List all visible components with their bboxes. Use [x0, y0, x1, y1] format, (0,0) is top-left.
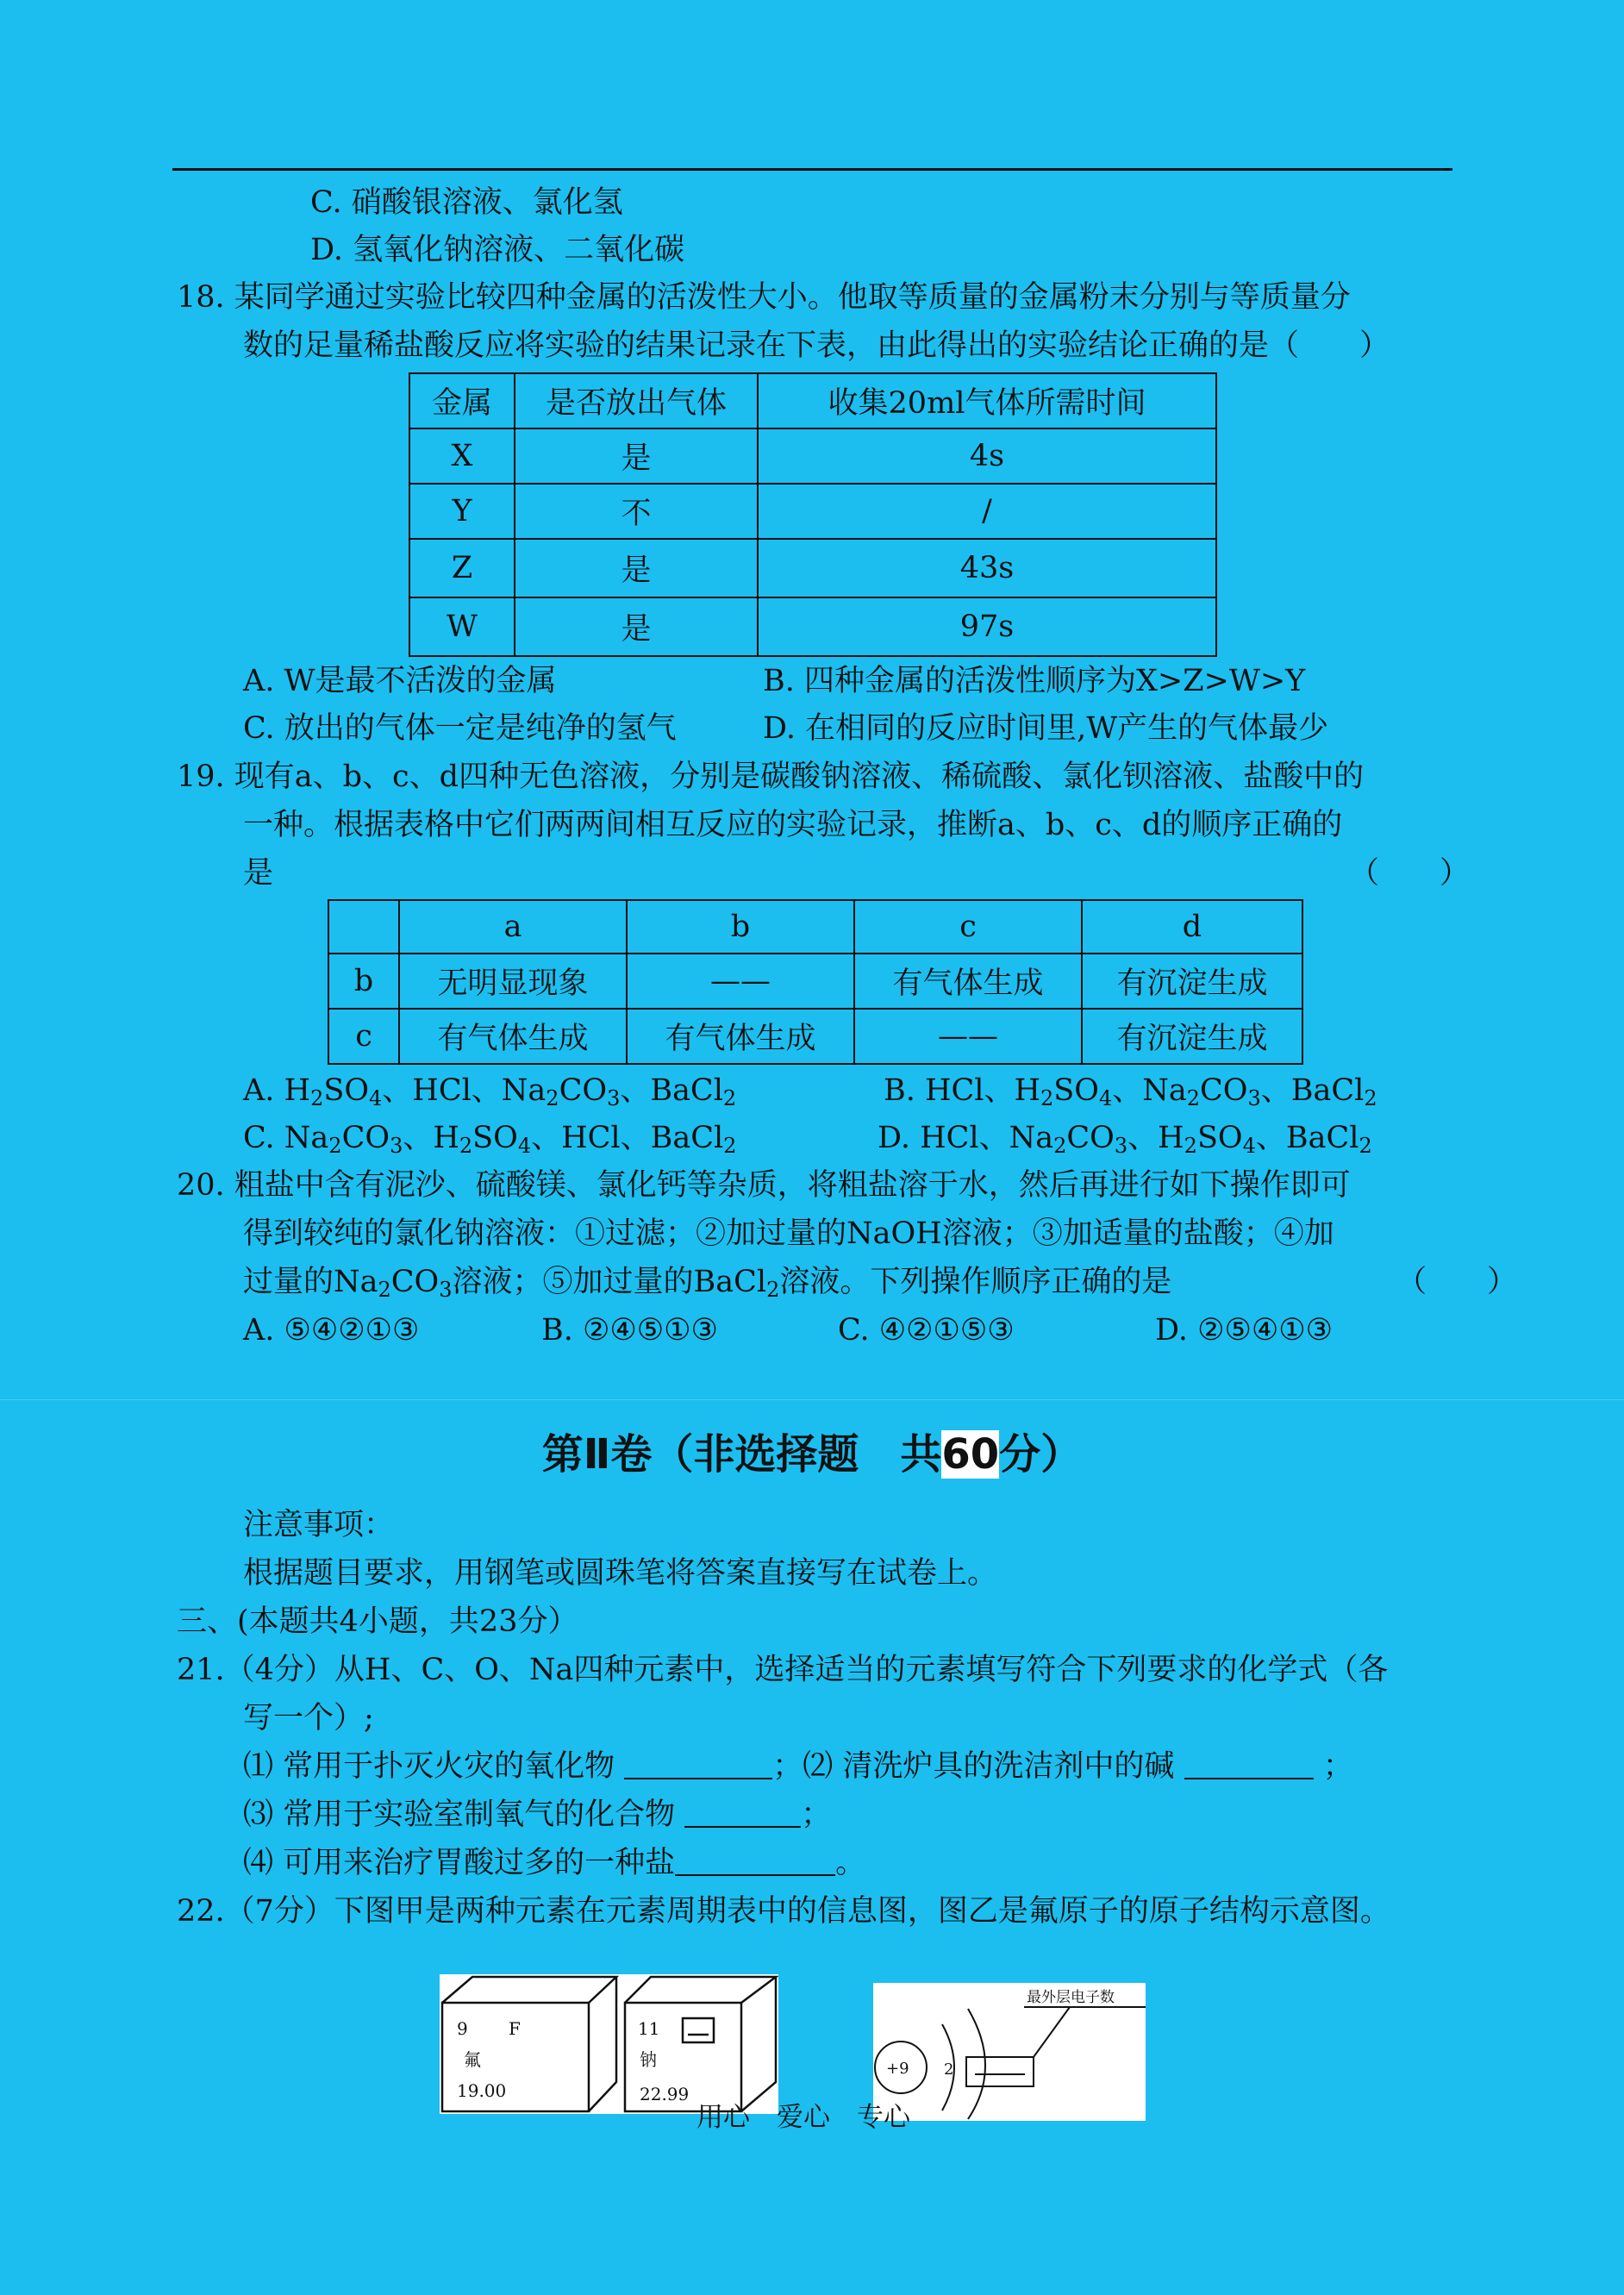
q17-option-c: C. 硝酸银溶液、氯化氢: [310, 185, 623, 220]
q19-cell: ——: [854, 1009, 1082, 1064]
q19-stem-line1: 19. 现有a、b、c、d四种无色溶液，分别是碳酸钠溶液、稀硫酸、氯化钡溶液、盐酸中的: [177, 760, 1365, 794]
atom-structure-svg: [873, 1983, 1146, 2121]
figure-atom-structure: [873, 1983, 1146, 2121]
q18-cell: Z: [409, 539, 515, 597]
q19-table-header: [328, 900, 1302, 954]
nucleus-charge: +9: [886, 2060, 909, 2078]
q19-option-a: A. $H_2SO_4$、HCl、$Na_2CO_3$、BaCl$_2$: [243, 1073, 737, 1110]
q20-option-a: A. ⑤④②①③: [243, 1313, 420, 1348]
q20-option-b: B. ②④⑤①③: [541, 1313, 718, 1348]
answer-blank[interactable]: [684, 1797, 801, 1828]
q18-cell: /: [758, 484, 1216, 539]
q19-stem-line3: 是: [243, 856, 274, 891]
fluorine-cube-top: [442, 1977, 616, 2003]
q18-cell: 是: [515, 539, 758, 597]
q19-option-d: D. HCl、$Na_2CO_3$、$H_2SO_4$、BaCl$_2$: [878, 1121, 1372, 1158]
q20-stem-line3: 过量的$Na_2CO_3$溶液；⑤加过量的BaCl$_2$溶液。下列操作顺序正确的是: [243, 1265, 1172, 1302]
section-title: 第Ⅱ卷（非选择题 共60分）: [541, 1430, 1083, 1479]
q21-item-3: ⑶ 常用于实验室制氧气的化合物 ；: [243, 1798, 832, 1832]
part-three-heading: 三、(本题共4小题，共23分）: [177, 1604, 578, 1639]
q19-cell: 有沉淀生成: [1082, 1009, 1302, 1064]
fluorine-mass: 19.00: [457, 2080, 507, 2101]
q18-th-gas: 是否放出气体: [515, 373, 758, 428]
q18-cell: W: [409, 597, 515, 656]
page-divider: [0, 1399, 1624, 1400]
sodium-name: 钠: [640, 2049, 657, 2070]
q18-cell: 是: [515, 428, 758, 484]
inner-shell-electrons: 2: [944, 2060, 954, 2079]
header-rule: [172, 168, 1452, 171]
q19-cell: 无明显现象: [399, 954, 627, 1009]
q18-cell: 不: [515, 484, 758, 539]
answer-blank[interactable]: [624, 1748, 772, 1779]
q21-item-1-2: ⑴ 常用于扑灭火灾的氧化物 ；⑵ 清洗炉具的洗洁剂中的碱 ；: [243, 1749, 1353, 1784]
q19-th-b: b: [627, 900, 854, 954]
fluorine-cube-side: [589, 1977, 616, 2111]
q19-th-d: d: [1082, 900, 1302, 954]
label-pointer: [1034, 2007, 1070, 2057]
q20-stem-line1: 20. 粗盐中含有泥沙、硫酸镁、氯化钙等杂质，将粗盐溶于水，然后再进行如下操作即可: [177, 1168, 1351, 1203]
q18-table-header: [409, 373, 1216, 428]
table-row: [409, 428, 1216, 484]
sodium-cube-top: [625, 1977, 776, 2003]
q18-cell: 4s: [758, 428, 1216, 484]
q20-option-d: D. ②⑤④①③: [1155, 1313, 1333, 1348]
outer-electron-box: [966, 2057, 1034, 2086]
q19-cell: 有气体生成: [854, 954, 1082, 1009]
q19-stem-line2: 一种。根据表格中它们两两间相互反应的实验记录，推断a、b、c、d的顺序正确的: [243, 808, 1343, 842]
q19-th-corner: [328, 900, 399, 954]
sodium-mass: 22.99: [640, 2084, 690, 2104]
q18-stem-line2: 数的足量稀盐酸反应将实验的结果记录在下表，由此得出的实验结论正确的是（ ）: [243, 328, 1390, 363]
q17-option-d: D. 氢氧化钠溶液、二氧化碳: [310, 233, 685, 267]
notice-label: 注意事项：: [243, 1508, 395, 1542]
q19-option-b: B. HCl、$H_2SO_4$、$Na_2CO_3$、BaCl$_2$: [884, 1073, 1377, 1110]
electron-shell-2: [968, 2009, 985, 2119]
table-row: [409, 484, 1216, 539]
q18-th-time: 收集20ml气体所需时间: [758, 373, 1216, 428]
table-row: [328, 954, 1302, 1009]
q19-cell: 有气体生成: [627, 1009, 854, 1064]
q18-option-c: C. 放出的气体一定是纯净的氢气: [243, 711, 677, 746]
q19-th-c: c: [854, 900, 1082, 954]
sodium-number: 11: [638, 2018, 660, 2039]
q21-stem-line1: 21.（4分）从H、C、O、Na四种元素中，选择适当的元素填写符合下列要求的化学式（各: [177, 1653, 1389, 1687]
q18-th-metal: 金属: [409, 373, 515, 428]
q19-cell: c: [328, 1009, 399, 1064]
q19-cell: 有气体生成: [399, 1009, 627, 1064]
q22-stem-line1: 22.（7分）下图甲是两种元素在元素周期表中的信息图，图乙是氟原子的原子结构示意图。: [177, 1894, 1390, 1929]
q19-cell: 有沉淀生成: [1082, 954, 1302, 1009]
answer-blank[interactable]: [1184, 1748, 1314, 1779]
q18-cell: 43s: [758, 539, 1216, 597]
q18-stem-line1: 18. 某同学通过实验比较四种金属的活泼性大小。他取等质量的金属粉末分别与等质量分: [177, 280, 1351, 315]
periodic-cells-svg: [440, 1974, 778, 2114]
page-footer: 用心 爱心 专心: [696, 2102, 910, 2133]
q19-table: [328, 899, 1303, 1065]
figure-periodic-cells: [440, 1974, 778, 2114]
q20-answer-bracket: （ ）: [1396, 1265, 1518, 1299]
q18-cell: 97s: [758, 597, 1216, 656]
q18-option-a: A. W是最不活泼的金属: [243, 664, 557, 698]
table-row: [409, 539, 1216, 597]
answer-blank[interactable]: [675, 1845, 835, 1876]
q18-option-b: B. 四种金属的活泼性顺序为X>Z>W>Y: [763, 664, 1306, 698]
table-row: [328, 1009, 1302, 1064]
q18-cell: 是: [515, 597, 758, 656]
q18-option-d: D. 在相同的反应时间里,W产生的气体最少: [763, 711, 1329, 746]
q21-item-4: ⑷ 可用来治疗胃酸过多的一种盐 。: [243, 1846, 866, 1880]
q19-cell: ——: [627, 954, 854, 1009]
fluorine-symbol: F: [509, 2018, 521, 2039]
q18-table: [409, 372, 1217, 657]
q19-th-a: a: [399, 900, 627, 954]
outer-electron-label: 最外层电子数: [1027, 1989, 1115, 2006]
q18-cell: X: [409, 428, 515, 484]
fluorine-number: 9: [457, 2018, 468, 2039]
q20-stem-line2: 得到较纯的氯化钠溶液：①过滤；②加过量的NaOH溶液；③加适量的盐酸；④加: [243, 1216, 1334, 1251]
sodium-symbol-blank: [683, 2018, 714, 2042]
q18-cell: Y: [409, 484, 515, 539]
q21-stem-line2: 写一个）;: [243, 1701, 374, 1735]
notice-text: 根据题目要求，用钢笔或圆珠笔将答案直接写在试卷上。: [243, 1556, 998, 1591]
fluorine-name: 氟: [464, 2049, 481, 2070]
q19-option-c: C. $Na_2CO_3$、$H_2SO_4$、HCl、BaCl$_2$: [243, 1121, 737, 1158]
sodium-cube-side: [741, 1977, 776, 2111]
q19-cell: b: [328, 954, 399, 1009]
q20-option-c: C. ④②①⑤③: [838, 1313, 1015, 1348]
q19-answer-bracket: （ ）: [1349, 856, 1471, 891]
table-row: [409, 597, 1216, 656]
